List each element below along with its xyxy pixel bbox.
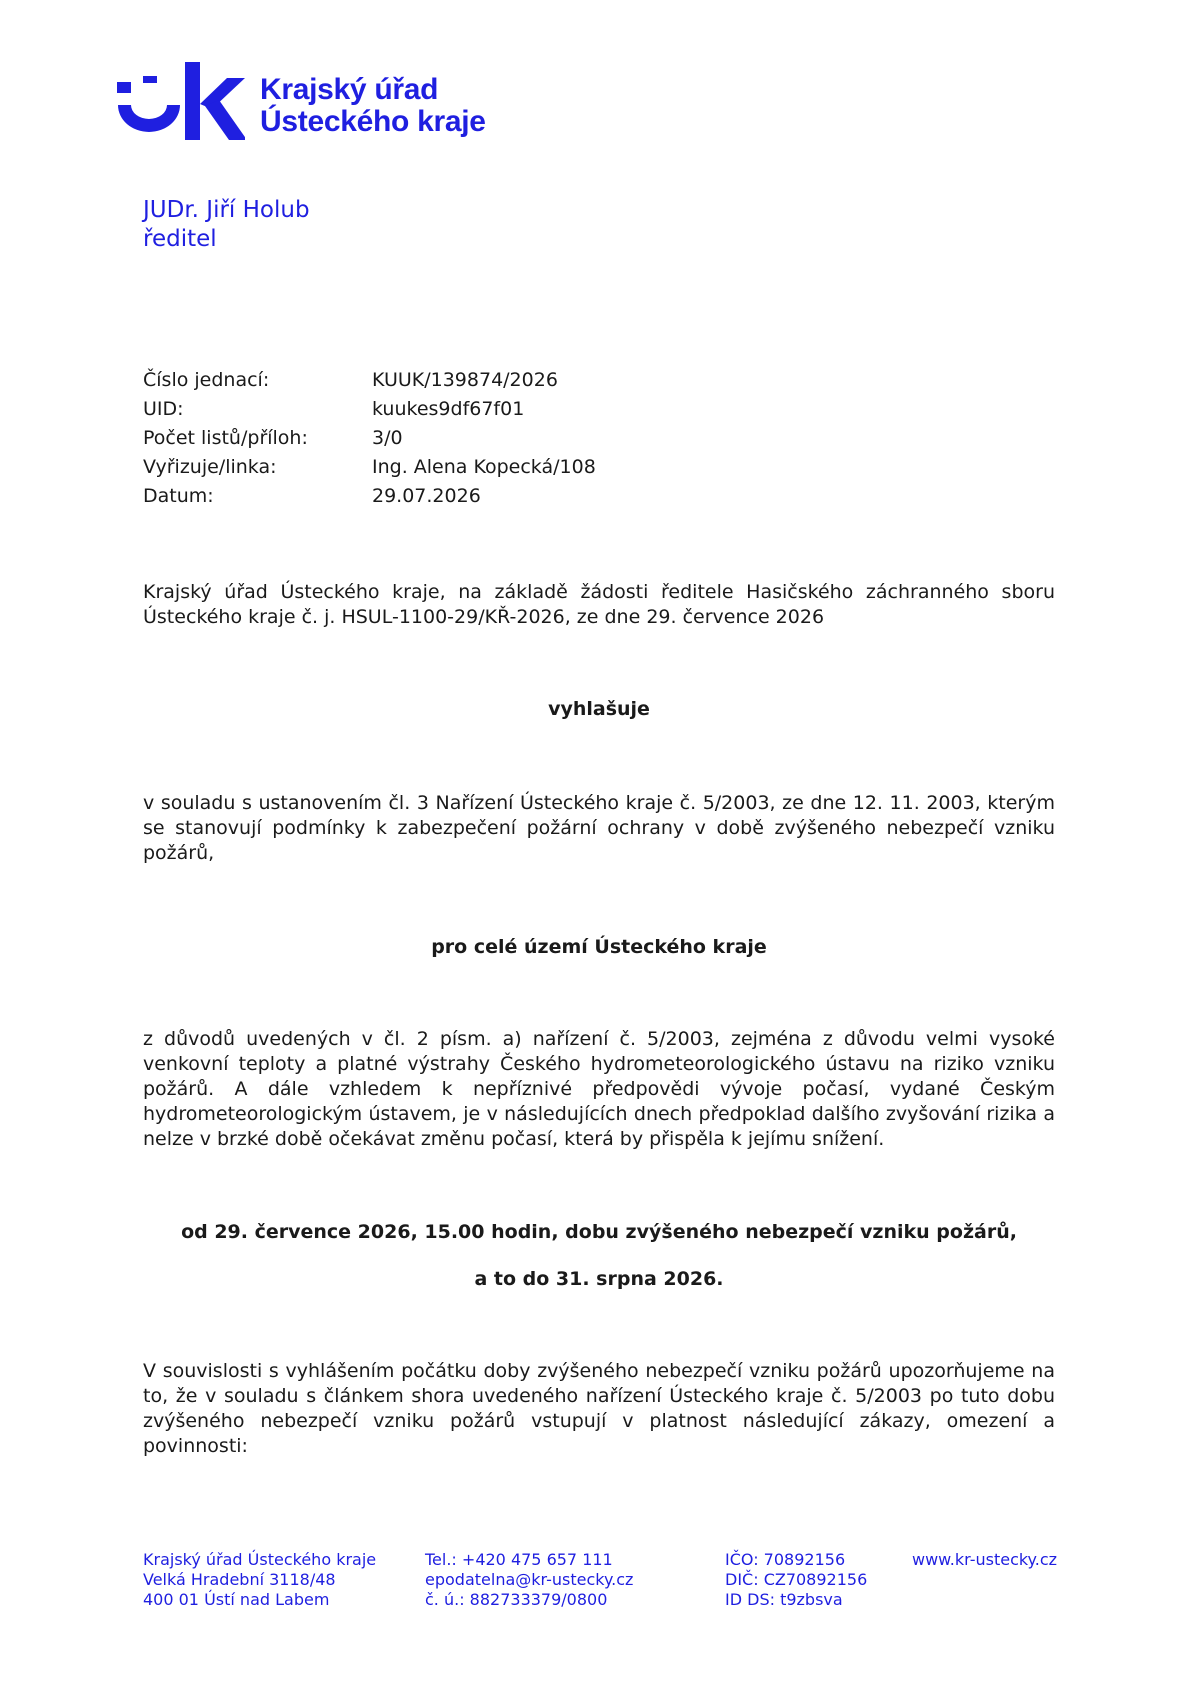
footer-line: 400 01 Ústí nad Labem — [143, 1590, 330, 1609]
scope-heading: pro celé území Ústeckého kraje — [431, 936, 767, 958]
footer-line: Krajský úřad Ústeckého kraje — [143, 1550, 377, 1569]
meta-value: 3/0 — [372, 427, 403, 449]
logo-wordmark — [260, 74, 486, 138]
signer-name: JUDr. Jiří Holub — [143, 197, 310, 223]
footer-line: Velká Hradební 3118/48 — [143, 1570, 336, 1589]
meta-row — [143, 366, 596, 395]
meta-row — [143, 424, 596, 453]
footer-website-link[interactable]: www.kr-ustecky.cz — [912, 1550, 1058, 1569]
reasons-paragraph: z důvodů uvedených v čl. 2 písm. a) nařízení č. 5/2003, zejména z důvodu velmi vysoké venkovní teploty a platné výstrahy Českého hydrometeorologického ústavu na riziko vzniku požárů. A dále vzhledem k nepříznivé předpovědi vývoje počasí, vydané Českým hydrometeorologickým ústavem, je v následujících dnech předpoklad dalšího zvyšování rizika a nelze v brzké době očekávat změnu počasí, která by přispěla k jejímu snížení. — [143, 1028, 1055, 1150]
declaration-heading: vyhlašuje — [548, 698, 650, 720]
footer-bank-account: č. ú.: 882733379/0800 — [425, 1590, 608, 1609]
meta-label: Počet listů/příloh: — [143, 427, 308, 449]
footer-phone: Tel.: +420 475 657 111 — [425, 1550, 613, 1569]
meta-row — [143, 453, 596, 482]
footer-line: IČO: 70892156 — [725, 1550, 846, 1569]
footer-web — [912, 1550, 1057, 1570]
meta-label: Číslo jednací: — [143, 369, 270, 391]
meta-value: 29.07.2026 — [372, 485, 481, 507]
footer-line: ID DS: t9zbsva — [725, 1590, 843, 1609]
meta-value: KUUK/139874/2026 — [372, 369, 558, 391]
signer-block — [143, 196, 310, 254]
reference-table — [143, 366, 596, 511]
logo-line-1: Krajský úřad — [260, 73, 439, 106]
accordance-paragraph: v souladu s ustanovením čl. 3 Nařízení Ústeckého kraje č. 5/2003, ze dne 12. 11. 2003, kterým se stanovují podmínky k zabezpečení požární ochrany v době zvýšeného nebezpečí vzniku požárů, — [143, 792, 1055, 864]
signer-title: ředitel — [143, 226, 217, 252]
meta-row — [143, 482, 596, 511]
meta-label: UID: — [143, 398, 184, 420]
footer-ids — [725, 1550, 867, 1610]
meta-label: Vyřizuje/linka: — [143, 456, 277, 478]
meta-row — [143, 395, 596, 424]
logo-mark-icon — [115, 62, 245, 142]
intro-paragraph: Krajský úřad Ústeckého kraje, na základě žádosti ředitele Hasičského záchranného sboru Ústeckého kraje č. j. HSUL-1100-29/KŘ-2026, ze dne 29. července 2026 — [143, 581, 1055, 628]
footer-line: DIČ: CZ70892156 — [725, 1570, 868, 1589]
footer-email-link[interactable]: epodatelna@kr-ustecky.cz — [425, 1570, 634, 1589]
footer-address — [143, 1550, 376, 1610]
footer-contact — [425, 1550, 633, 1610]
logo-line-2: Ústeckého kraje — [260, 105, 486, 138]
notice-paragraph: V souvislosti s vyhlášením počátku doby zvýšeného nebezpečí vzniku požárů upozorňujeme na to, že v souladu s článkem shora uvedeného nařízení Ústeckého kraje č. 5/2003 po tuto dobu zvýšeného nebezpečí vzniku požárů vstupují v platnost následující zákazy, omezení a povinnosti: — [143, 1360, 1055, 1457]
meta-label: Datum: — [143, 485, 214, 507]
meta-value: kuukes9df67f01 — [372, 398, 525, 420]
period-from-heading: od 29. července 2026, 15.00 hodin, dobu zvýšeného nebezpečí vzniku požárů, — [181, 1221, 1017, 1243]
meta-value: Ing. Alena Kopecká/108 — [372, 456, 596, 478]
period-to-heading: a to do 31. srpna 2026. — [474, 1268, 724, 1290]
